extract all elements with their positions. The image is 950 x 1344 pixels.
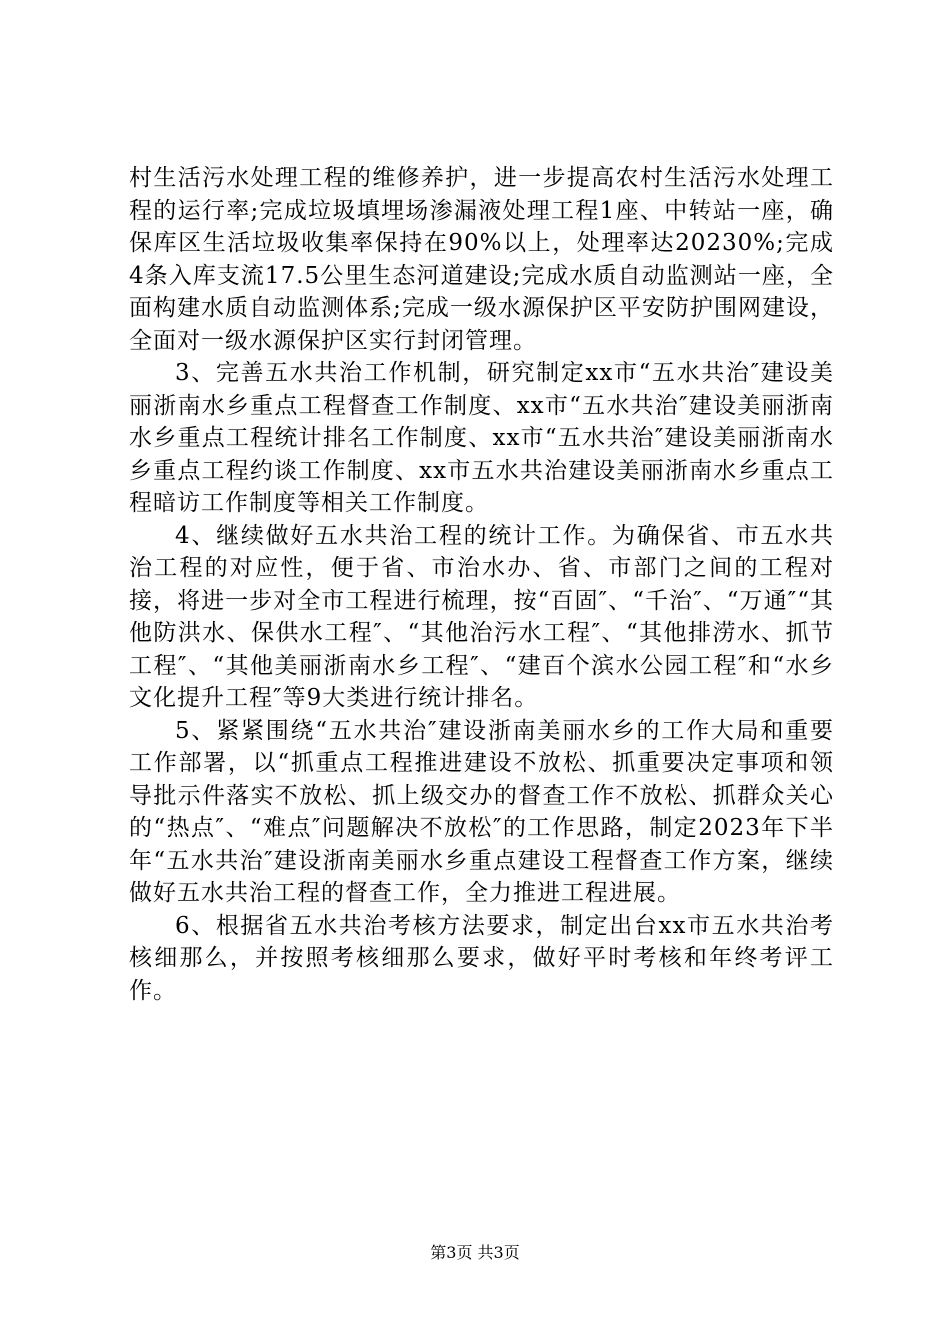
paragraph-item-5: 5、紧紧围绕“五水共治″建设浙南美丽水乡的工作大局和重要工作部署，以“抓重点工程推进建设不放松、抓重要决定事项和领导批示件落实不放松、抓上级交办的督查工作不放松、抓群众关心的“热点″、“难点″问题解决不放松″的工作思路，制定2023年下半年“五水共治″建设浙南美丽水乡重点建设工程督查工作方案，继续做好五水共治工程的督查工作，全力推进工程进展。 xyxy=(129,717,834,906)
page-number-footer: 第3页 共3页 xyxy=(430,1243,520,1262)
document-body xyxy=(129,162,834,1007)
paragraph-item-4: 4、继续做好五水共治工程的统计工作。为确保省、市五水共治工程的对应性，便于省、市治水办、省、市部门之间的工程对接，将进一步对全市工程进行梳理，按“百固″、“千治″、“万通″“其他防洪水、保供水工程″、“其他治污水工程″、“其他排涝水、抓节工程″、“其他美丽浙南水乡工程″、“建百个滨水公园工程″和“水乡文化提升工程″等9大类进行统计排名。 xyxy=(129,522,834,711)
paragraph-item-3: 3、完善五水共治工作机制，研究制定xx市“五水共治″建设美丽浙南水乡重点工程督查工作制度、xx市“五水共治″建设美丽浙南水乡重点工程统计排名工作制度、xx市“五水共治″建设美丽浙南水乡重点工程约谈工作制度、xx市五水共治建设美丽浙南水乡重点工程暗访工作制度等相关工作制度。 xyxy=(129,360,834,516)
paragraph-continued: 村生活污水处理工程的维修养护，进一步提高农村生活污水处理工程的运行率;完成垃圾填埋场渗漏液处理工程1座、中转站一座，确保库区生活垃圾收集率保持在90%以上，处理率达20230%;完成4条入库支流17.5公里生态河道建设;完成水质自动监测站一座，全面构建水质自动监测体系;完成一级水源保护区平安防护围网建设，全面对一级水源保护区实行封闭管理。 xyxy=(129,165,834,354)
paragraph-item-6: 6、根据省五水共治考核方法要求，制定出台xx市五水共治考核细那么，并按照考核细那么要求，做好平时考核和年终考评工作。 xyxy=(129,912,834,1004)
